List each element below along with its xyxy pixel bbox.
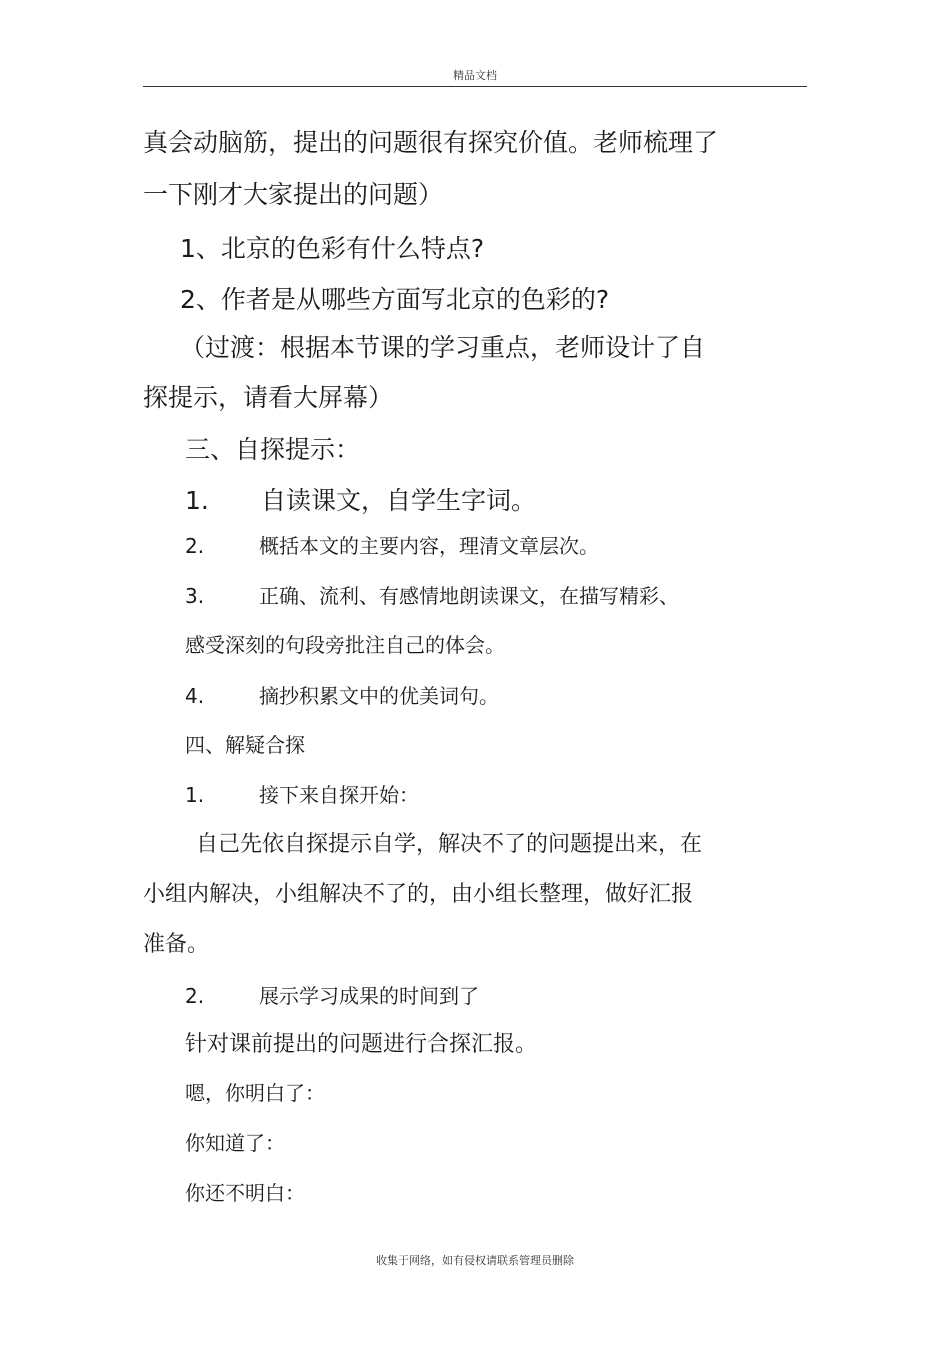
activity-1-body-line-3: 准备。 [143, 932, 210, 957]
prompt-item-4 [185, 680, 499, 709]
paragraph-line-1: 真会动脑筋，提出的问题很有探究价值。老师梳理了 [143, 128, 719, 157]
activity-item-2-text: 展示学习成果的时间到了 [259, 984, 479, 1008]
prompt-item-2-number: 2. [185, 534, 205, 558]
prompt-item-1-number: 1. [185, 486, 209, 515]
prompt-item-3-number: 3. [185, 584, 205, 608]
paragraph-line-2: 一下刚才大家提出的问题） [143, 180, 444, 209]
prompt-item-3-text: 正确、流利、有感情地朗读课文，在描写精彩、 [259, 584, 679, 608]
question-2: 2、作者是从哪些方面写北京的色彩的? [180, 285, 610, 314]
activity-item-2-number: 2. [185, 984, 205, 1008]
section-heading-4: 四、解疑合探 [185, 733, 305, 757]
prompt-item-4-text: 摘抄积累文中的优美词句。 [259, 684, 499, 708]
activity-item-1-number: 1. [185, 783, 205, 807]
prompt-item-4-number: 4. [185, 684, 205, 708]
section-heading-3: 三、自探提示： [185, 435, 361, 464]
question-1: 1、北京的色彩有什么特点? [180, 234, 485, 263]
prompt-item-3 [185, 580, 679, 609]
activity-item-2 [185, 980, 479, 1009]
prompt-item-2 [185, 530, 599, 559]
prompt-item-3-continuation: 感受深刻的句段旁批注自己的体会。 [185, 633, 505, 657]
page-header: 精品文档 [453, 69, 497, 82]
prompt-item-2-text: 概括本文的主要内容，理清文章层次。 [259, 534, 599, 558]
activity-2-body-line-4: 你还不明白： [185, 1181, 305, 1205]
prompt-item-1-text: 自读课文，自学生字词。 [261, 486, 537, 515]
activity-2-body-line-1: 针对课前提出的问题进行合探汇报。 [185, 1032, 538, 1057]
prompt-item-1 [185, 481, 536, 517]
transition-line-2: 探提示，请看大屏幕） [143, 383, 394, 412]
header-divider [143, 86, 807, 87]
activity-item-1 [185, 779, 419, 808]
activity-1-body-line-1: 自己先依自探提示自学，解决不了的问题提出来，在 [196, 832, 703, 857]
activity-2-body-line-2: 嗯，你明白了： [185, 1081, 325, 1105]
transition-line-1: （过渡：根据本节课的学习重点，老师设计了自 [180, 333, 706, 362]
activity-item-1-text: 接下来自探开始： [259, 783, 419, 807]
page-footer: 收集于网络，如有侵权请联系管理员删除 [376, 1254, 574, 1267]
activity-2-body-line-3: 你知道了： [185, 1131, 285, 1155]
activity-1-body-line-2: 小组内解决，小组解决不了的，由小组长整理，做好汇报 [143, 882, 694, 907]
